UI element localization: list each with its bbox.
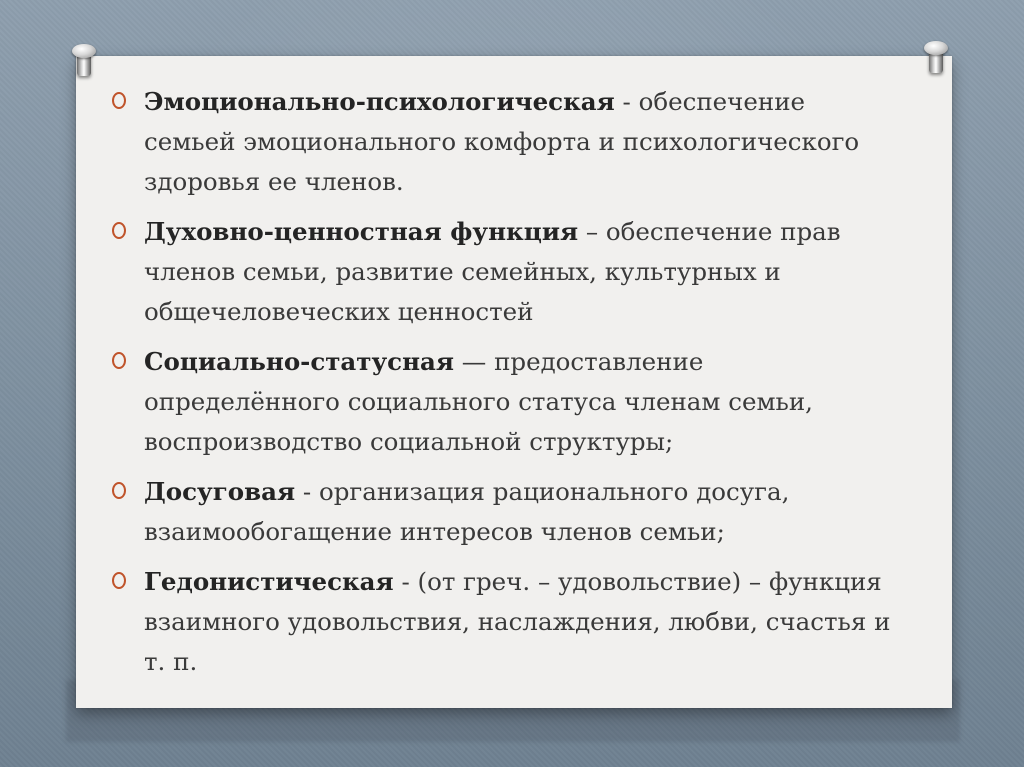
list-item xyxy=(112,82,892,202)
pin-head xyxy=(924,41,948,55)
item-term: Досуговая xyxy=(144,477,296,506)
list-item xyxy=(112,212,892,332)
item-term: Духовно-ценностная функция xyxy=(144,217,579,246)
bullet-icon xyxy=(112,572,126,589)
bullet-icon xyxy=(112,482,126,499)
list-item-text xyxy=(144,342,892,462)
bullet-list xyxy=(112,82,892,692)
bullet-icon xyxy=(112,222,126,239)
list-item xyxy=(112,562,892,682)
item-description: — предоставление определённого социального статуса членам семьи, воспроизводство социальной структуры; xyxy=(144,347,813,456)
list-item-text xyxy=(144,212,892,332)
pin-head xyxy=(72,44,96,58)
list-item xyxy=(112,342,892,462)
item-description: - (от греч. – удовольствие) – функция взаимного удовольствия, наслаждения, любви, счастья и т. п. xyxy=(144,567,891,676)
item-description: - организация рационального досуга, взаимообогащение интересов членов семьи; xyxy=(144,477,790,546)
list-item-text xyxy=(144,82,892,202)
item-description: - обеспечение семьей эмоционального комфорта и психологического здоровья ее членов. xyxy=(144,87,860,196)
item-term: Эмоционально-психологическая xyxy=(144,87,615,116)
list-item-text xyxy=(144,472,892,552)
bullet-icon xyxy=(112,92,126,109)
pushpin-left-icon xyxy=(70,44,98,78)
bullet-icon xyxy=(112,352,126,369)
item-term: Гедонистическая xyxy=(144,567,394,596)
item-term: Социально-статусная xyxy=(144,347,454,376)
list-item xyxy=(112,472,892,552)
item-description: – обеспечение прав членов семьи, развитие семейных, культурных и общечеловеческих ценностей xyxy=(144,217,841,326)
pushpin-right-icon xyxy=(922,41,950,75)
list-item-text xyxy=(144,562,892,682)
